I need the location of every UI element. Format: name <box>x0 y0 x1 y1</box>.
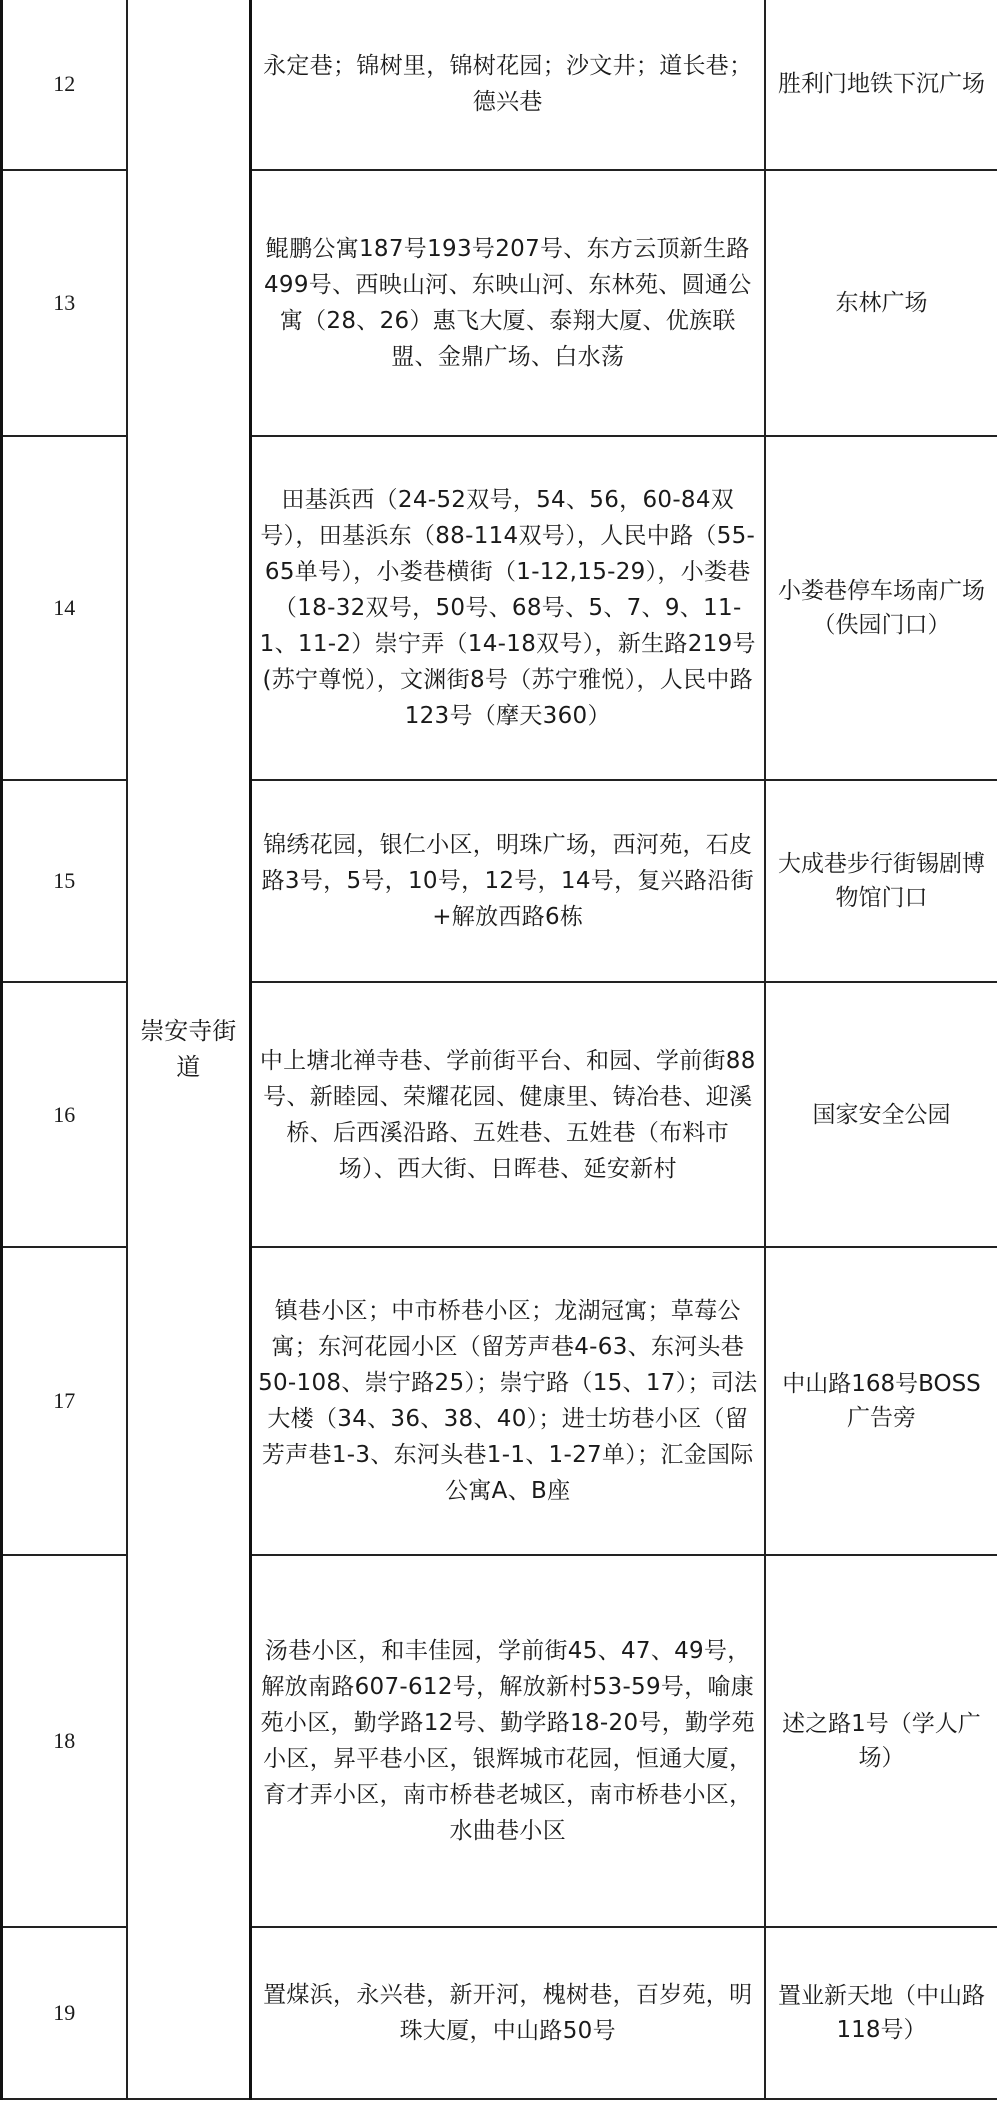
row-number: 16 <box>2 982 127 1247</box>
test-site: 述之路1号（学人广场） <box>765 1555 997 1927</box>
covered-area: 镇巷小区；中市桥巷小区；龙湖冠寓；草莓公寓；东河花园小区（留芳声巷4-63、东河头巷50-108、崇宁路25）；崇宁路（15、17）；司法大楼（34、36、38、40）；进士坊巷小区（留芳声巷1-3、东河头巷1-1、1-27单）；汇金国际公寓A、B座 <box>251 1247 765 1555</box>
table-row <box>2 0 997 170</box>
covered-area: 汤巷小区，和丰佳园，学前街45、47、49号，解放南路607-612号，解放新村53-59号，喻康苑小区，勤学路12号、勤学路18-20号，勤学苑小区，昇平巷小区，银辉城市花园，恒通大厦，育才弄小区，南市桥巷老城区，南市桥巷小区，水曲巷小区 <box>251 1555 765 1927</box>
test-site: 胜利门地铁下沉广场 <box>765 0 997 170</box>
covered-area: 鲲鹏公寓187号193号207号、东方云顶新生路499号、西映山河、东映山河、东林苑、圆通公寓（28、26）惠飞大厦、泰翔大厦、优族联盟、金鼎广场、白水荡 <box>251 170 765 436</box>
test-site: 中山路168号BOSS广告旁 <box>765 1247 997 1555</box>
covered-area: 永定巷；锦树里，锦树花园；沙文井；道长巷；德兴巷 <box>251 0 765 170</box>
covered-area: 锦绣花园，银仁小区，明珠广场，西河苑，石皮路3号，5号，10号，12号，14号，复兴路沿街+解放西路6栋 <box>251 780 765 982</box>
row-number: 19 <box>2 1927 127 2099</box>
row-number: 13 <box>2 170 127 436</box>
test-site: 置业新天地（中山路118号） <box>765 1927 997 2099</box>
row-number: 18 <box>2 1555 127 1927</box>
test-site: 东林广场 <box>765 170 997 436</box>
test-site: 国家安全公园 <box>765 982 997 1247</box>
row-number: 14 <box>2 436 127 780</box>
covered-area: 置煤浜，永兴巷，新开河，槐树巷，百岁苑，明珠大厦，中山路50号 <box>251 1927 765 2099</box>
test-site: 大成巷步行街锡剧博物馆门口 <box>765 780 997 982</box>
test-site: 小娄巷停车场南广场（佚园门口） <box>765 436 997 780</box>
covered-area: 中上塘北禅寺巷、学前街平台、和园、学前街88号、新睦园、荣耀花园、健康里、铸冶巷、迎溪桥、后西溪沿路、五姓巷、五姓巷（布料市场）、西大街、日晖巷、延安新村 <box>251 982 765 1247</box>
row-number: 15 <box>2 780 127 982</box>
row-number: 17 <box>2 1247 127 1555</box>
covered-area: 田基浜西（24-52双号，54、56，60-84双号），田基浜东（88-114双号），人民中路（55-65单号），小娄巷横街（1-12,15-29），小娄巷（18-32双号，50号、68号、5、7、9、11-1、11-2）崇宁弄（14-18双号），新生路219号(苏宁尊悦），文渊街8号（苏宁雅悦），人民中路123号（摩天360） <box>251 436 765 780</box>
street-name: 崇安寺街道 <box>127 0 251 2099</box>
row-number: 12 <box>2 0 127 170</box>
